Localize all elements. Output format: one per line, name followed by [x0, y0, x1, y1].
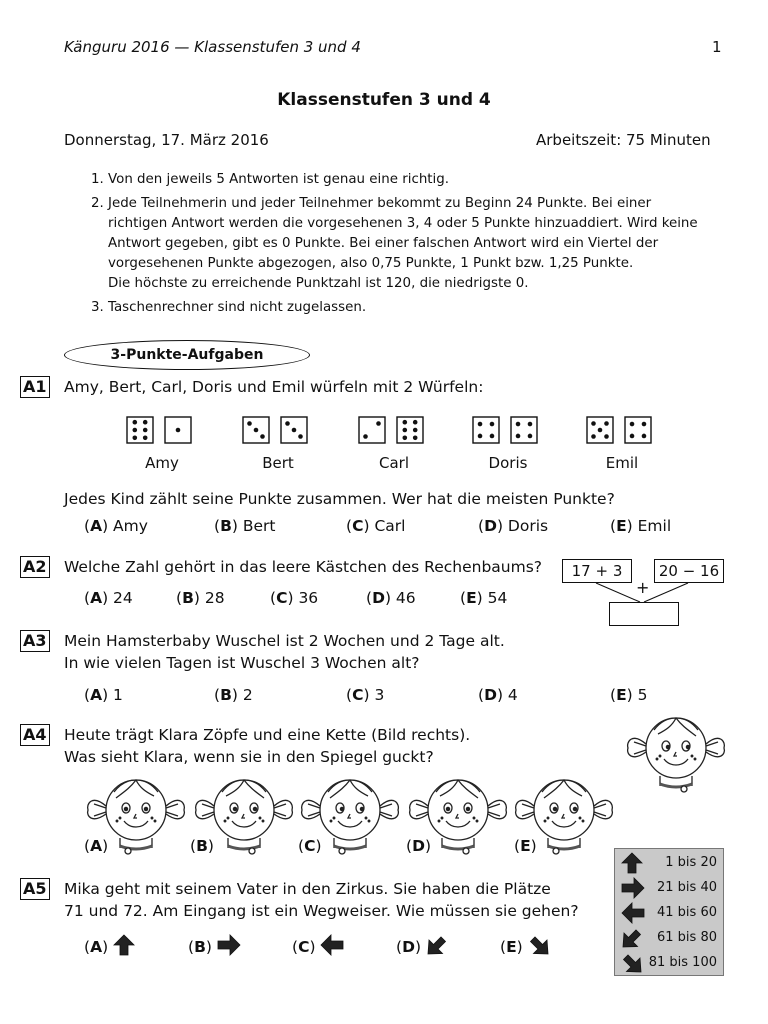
die-pip — [604, 421, 609, 426]
die-pip — [478, 434, 483, 439]
die-pip — [630, 434, 635, 439]
die-face — [359, 417, 385, 443]
die-pip — [298, 434, 303, 439]
arrow-shape — [624, 955, 642, 972]
rule-line: Antwort gegeben, gibt es 0 Punkte. Bei einer falschen Antwort wird ein Viertel der — [108, 236, 659, 251]
freckle — [365, 817, 367, 819]
pupil — [360, 807, 363, 810]
option-letter: D — [484, 517, 497, 535]
answer-option-d[interactable]: (D) 46 — [366, 589, 416, 607]
necklace — [334, 846, 366, 849]
die-face — [397, 417, 423, 443]
dice-player-name: Doris — [488, 454, 528, 472]
option-letter: D — [412, 837, 425, 855]
legend-row — [621, 902, 721, 924]
rule-line: 3. Taschenrechner sind nicht zugelassen. — [108, 300, 367, 315]
question-text: Mein Hamsterbaby Wuschel ist 2 Wochen und 2 Tage alt. — [64, 632, 505, 650]
pupil — [553, 807, 556, 810]
pigtail — [274, 800, 292, 818]
arrow-shape — [428, 937, 446, 954]
legend-range: 61 bis 80 — [657, 930, 717, 945]
arrow-shape — [623, 930, 641, 947]
legend-range: 41 bis 60 — [657, 905, 717, 920]
pupil — [446, 807, 449, 810]
rule-line: Die höchste zu erreichende Punktzahl ist 120, die niedrigste 0. — [108, 276, 529, 291]
freckle — [438, 820, 440, 822]
answer-option-d[interactable]: (D) — [406, 837, 431, 855]
die-pip — [143, 420, 148, 425]
freckle — [579, 817, 581, 819]
die-pip — [490, 434, 495, 439]
option-text: Amy — [113, 517, 148, 535]
die-pip — [413, 428, 418, 433]
pupil — [233, 807, 236, 810]
die-pip — [516, 434, 521, 439]
die-pip — [176, 428, 181, 433]
answer-option-a[interactable]: (A) — [84, 934, 135, 956]
dice-pair — [586, 416, 658, 472]
pigtail — [166, 800, 184, 818]
option-letter: E — [616, 517, 627, 535]
option-letter: C — [352, 686, 364, 704]
die-pip — [591, 421, 596, 426]
page-title: Klassenstufen 3 und 4 — [277, 90, 491, 110]
rules-list — [88, 170, 748, 322]
option-letter: A — [90, 517, 103, 535]
freckle — [691, 755, 693, 757]
freckle — [227, 817, 229, 819]
freckle — [659, 755, 661, 757]
freckle — [582, 820, 584, 822]
necklace — [120, 846, 152, 849]
exam-duration: Arbeitszeit: 75 Minuten — [536, 131, 711, 149]
dice-pair — [126, 416, 198, 472]
pupil — [686, 745, 689, 748]
exam-date: Donnerstag, 17. März 2016 — [64, 131, 269, 149]
option-letter: B — [194, 938, 206, 956]
option-letter: A — [90, 837, 103, 855]
answer-option-e[interactable]: (E) — [514, 837, 537, 855]
die-face — [511, 417, 537, 443]
die-pip — [133, 420, 138, 425]
option-text: 2 — [242, 686, 253, 704]
dice-pair — [358, 416, 430, 472]
die-pip — [413, 420, 418, 425]
dice-player-name: Amy — [145, 454, 179, 472]
option-letter: A — [90, 589, 103, 607]
die-pip — [247, 421, 252, 426]
pigtail — [410, 800, 428, 818]
answer-option-e[interactable]: (E) — [500, 934, 550, 956]
dice-player-name: Carl — [379, 454, 409, 472]
freckle — [656, 758, 658, 760]
tree-right-box: 20 − 16 — [654, 559, 724, 583]
pupil — [124, 807, 127, 810]
die-pip — [285, 421, 290, 426]
page-number: 1 — [712, 38, 722, 56]
answer-option-c[interactable]: (C) 3 — [346, 686, 385, 704]
die-pip — [143, 428, 148, 433]
question-text: Welche Zahl gehört in das leere Kästchen des Rechenbaums? — [64, 558, 543, 576]
question-text: In wie vielen Tagen ist Wuschel 3 Wochen alt? — [64, 654, 420, 672]
option-letter: C — [298, 938, 310, 956]
freckle — [544, 820, 546, 822]
answer-option-c[interactable]: (C) 36 — [270, 589, 319, 607]
running-title: Känguru 2016 — Klassenstufen 3 und 4 — [64, 38, 361, 56]
arrow-down-left-icon — [426, 934, 448, 956]
pendant — [125, 848, 131, 854]
legend-range: 21 bis 40 — [657, 880, 717, 895]
pigtail — [302, 800, 320, 818]
pigtail — [706, 738, 724, 756]
rule-line: 1. Von den jeweils 5 Antworten ist genau eine richtig. — [108, 172, 450, 187]
pendant — [553, 848, 559, 854]
legend-row — [621, 877, 721, 899]
pigtail — [196, 800, 214, 818]
freckle — [119, 817, 121, 819]
die-pip — [528, 434, 533, 439]
pigtail — [628, 738, 646, 756]
necklace — [442, 846, 474, 849]
legend-row — [621, 927, 721, 949]
die-pip — [604, 434, 609, 439]
option-letter: C — [276, 589, 288, 607]
arrow-shape — [218, 935, 240, 955]
arrow-shape — [321, 935, 343, 955]
rule-line: 2. Jede Teilnehmerin und jeder Teilnehmer bekommt zu Beginn 24 Punkte. Bei einer — [108, 196, 652, 211]
option-letter: E — [466, 589, 477, 607]
arrow-shape — [622, 878, 644, 898]
dice-icon — [242, 416, 314, 444]
rule-item — [108, 194, 748, 294]
freckle — [259, 817, 261, 819]
dice-player-name: Emil — [605, 454, 639, 472]
question-text: Heute trägt Klara Zöpfe und eine Kette (Bild rechts). — [64, 726, 471, 744]
arrow-shape — [622, 853, 642, 873]
die-pip — [260, 434, 265, 439]
die-pip — [363, 434, 368, 439]
answer-option-a[interactable]: (A) 1 — [84, 686, 123, 704]
option-letter: E — [520, 837, 531, 855]
question-text: 71 und 72. Am Eingang ist ein Wegweiser. Wie müssen sie gehen? — [64, 902, 579, 920]
option-letter: B — [220, 517, 232, 535]
rule-item — [108, 298, 748, 318]
option-letter: A — [90, 938, 103, 956]
girl-reference-icon — [622, 712, 730, 804]
arrow-shape — [530, 937, 548, 954]
die-pip — [403, 428, 408, 433]
pigtail — [516, 800, 534, 818]
die-pip — [478, 422, 483, 427]
die-pip — [376, 421, 381, 426]
answer-option-a[interactable]: (A) 24 — [84, 589, 133, 607]
option-text: 5 — [637, 686, 648, 704]
option-letter: D — [402, 938, 415, 956]
option-text: 46 — [395, 589, 416, 607]
die-pip — [642, 434, 647, 439]
pendant — [681, 786, 687, 792]
head — [646, 718, 706, 778]
dice-row — [0, 416, 768, 476]
head — [320, 780, 380, 840]
arrow-shape — [622, 903, 644, 923]
legend-range: 81 bis 100 — [648, 955, 717, 970]
question-label: A5 — [20, 878, 50, 900]
freckle — [151, 817, 153, 819]
question-label: A3 — [20, 630, 50, 652]
option-letter: C — [304, 837, 316, 855]
answer-option-b[interactable]: (B) 28 — [176, 589, 225, 607]
question-label: A1 — [20, 376, 50, 398]
dice-pair — [472, 416, 544, 472]
pendant — [249, 848, 255, 854]
dice-pair — [242, 416, 314, 472]
option-text: 24 — [113, 589, 133, 607]
answer-option-a[interactable]: (A) Amy — [84, 517, 148, 535]
freckle — [330, 820, 332, 822]
freckle — [262, 820, 264, 822]
freckle — [333, 817, 335, 819]
answer-option-b[interactable]: (B) 2 — [214, 686, 253, 704]
signpost-legend — [614, 848, 724, 976]
pupil — [340, 807, 343, 810]
head — [214, 780, 274, 840]
question-label: A4 — [20, 724, 50, 746]
option-text: 1 — [113, 686, 123, 704]
arrow-up-icon — [621, 852, 643, 874]
arrow-left-icon — [320, 934, 344, 956]
answer-option-a[interactable]: (A) — [84, 837, 109, 855]
arrow-down-left-icon — [621, 927, 643, 949]
section-heading: 3-Punkte-Aufgaben — [64, 340, 310, 370]
option-text: 54 — [487, 589, 508, 607]
die-face — [625, 417, 651, 443]
answer-option-b[interactable]: (B) — [190, 837, 214, 855]
tree-operator: + — [636, 578, 650, 597]
die-pip — [528, 422, 533, 427]
answer-option-d[interactable]: (D) — [396, 934, 448, 956]
question-label: A2 — [20, 556, 50, 578]
legend-row — [621, 852, 721, 874]
answer-option-e[interactable]: (E) 54 — [460, 589, 508, 607]
die-pip — [403, 420, 408, 425]
tree-empty-box[interactable] — [609, 602, 679, 626]
option-letter: E — [506, 938, 517, 956]
option-text: Emil — [637, 517, 672, 535]
die-face — [127, 417, 153, 443]
rule-line: vorgesehenen Punkte abgezogen, also 0,75 Punkte, 1 Punkt bzw. 1,25 Punkte. — [108, 256, 634, 271]
arrow-down-right-icon — [528, 934, 550, 956]
pendant — [463, 848, 469, 854]
dice-player-name: Bert — [262, 454, 294, 472]
die-pip — [133, 436, 138, 441]
necklace — [548, 846, 580, 849]
pupil — [573, 807, 576, 810]
option-letter: C — [352, 517, 364, 535]
die-pip — [133, 428, 138, 433]
question-text: Was sieht Klara, wenn sie in den Spiegel guckt? — [64, 748, 434, 766]
question-text: Jedes Kind zählt seine Punkte zusammen. Wer hat die meisten Punkte? — [64, 490, 615, 508]
freckle — [476, 820, 478, 822]
die-pip — [591, 434, 596, 439]
rule-item — [108, 170, 748, 190]
pendant — [339, 848, 345, 854]
arrow-down-right-icon — [621, 952, 643, 974]
arrow-shape — [114, 935, 134, 955]
answer-option-c[interactable]: (C) — [292, 934, 344, 956]
pigtail — [594, 800, 612, 818]
answer-option-e[interactable]: (E) 5 — [610, 686, 648, 704]
head — [428, 780, 488, 840]
die-pip — [403, 436, 408, 441]
pupil — [666, 745, 669, 748]
necklace — [660, 784, 692, 787]
option-letter: D — [484, 686, 497, 704]
option-text: 3 — [374, 686, 385, 704]
die-face — [473, 417, 499, 443]
die-pip — [598, 428, 603, 433]
arrow-right-icon — [621, 877, 645, 899]
pigtail — [488, 800, 506, 818]
head — [106, 780, 166, 840]
question-text: Amy, Bert, Carl, Doris und Emil würfeln mit 2 Würfeln: — [64, 378, 484, 396]
dice-icon — [126, 416, 198, 444]
answer-option-c[interactable]: (C) Carl — [346, 517, 406, 535]
pupil — [144, 807, 147, 810]
pigtail — [380, 800, 398, 818]
option-letter: B — [182, 589, 194, 607]
option-text: 4 — [507, 686, 518, 704]
option-letter: A — [90, 686, 103, 704]
die-pip — [630, 422, 635, 427]
answer-option-b[interactable]: (B) — [188, 934, 241, 956]
freckle — [441, 817, 443, 819]
freckle — [224, 820, 226, 822]
legend-row — [621, 952, 721, 974]
question-text: Mika geht mit seinem Vater in den Zirkus. Sie haben die Plätze — [64, 880, 551, 898]
freckle — [547, 817, 549, 819]
option-text: Doris — [507, 517, 549, 535]
arrow-left-icon — [621, 902, 645, 924]
head — [534, 780, 594, 840]
answer-option-c[interactable]: (C) — [298, 837, 322, 855]
pupil — [466, 807, 469, 810]
arrow-right-icon — [217, 934, 241, 956]
rule-line: richtigen Antwort werden die vorgesehenen 3, 4 oder 5 Punkte hinzuaddiert. Wird keine — [108, 216, 698, 231]
option-text: Carl — [374, 517, 406, 535]
arrow-up-icon — [113, 934, 135, 956]
freckle — [368, 820, 370, 822]
pigtail — [88, 800, 106, 818]
freckle — [694, 758, 696, 760]
freckle — [154, 820, 156, 822]
option-text: 28 — [204, 589, 225, 607]
answer-option-b[interactable]: (B) Bert — [214, 517, 276, 535]
die-pip — [642, 422, 647, 427]
die-pip — [292, 428, 297, 433]
tree-left-box: 17 + 3 — [562, 559, 632, 583]
legend-range: 1 bis 20 — [665, 855, 717, 870]
option-letter: B — [220, 686, 232, 704]
option-text: 36 — [298, 589, 319, 607]
dice-icon — [586, 416, 658, 444]
freckle — [116, 820, 118, 822]
option-letter: E — [616, 686, 627, 704]
option-text: Bert — [242, 517, 276, 535]
dice-icon — [358, 416, 430, 444]
answer-option-d[interactable]: (D) 4 — [478, 686, 518, 704]
option-letter: B — [196, 837, 208, 855]
answer-option-d[interactable]: (D) Doris — [478, 517, 549, 535]
die-pip — [490, 422, 495, 427]
die-pip — [413, 436, 418, 441]
pupil — [253, 807, 256, 810]
answer-option-e[interactable]: (E) Emil — [610, 517, 672, 535]
necklace — [228, 846, 260, 849]
dice-icon — [472, 416, 544, 444]
option-letter: D — [372, 589, 385, 607]
freckle — [473, 817, 475, 819]
die-pip — [516, 422, 521, 427]
die-pip — [143, 436, 148, 441]
die-pip — [254, 428, 259, 433]
